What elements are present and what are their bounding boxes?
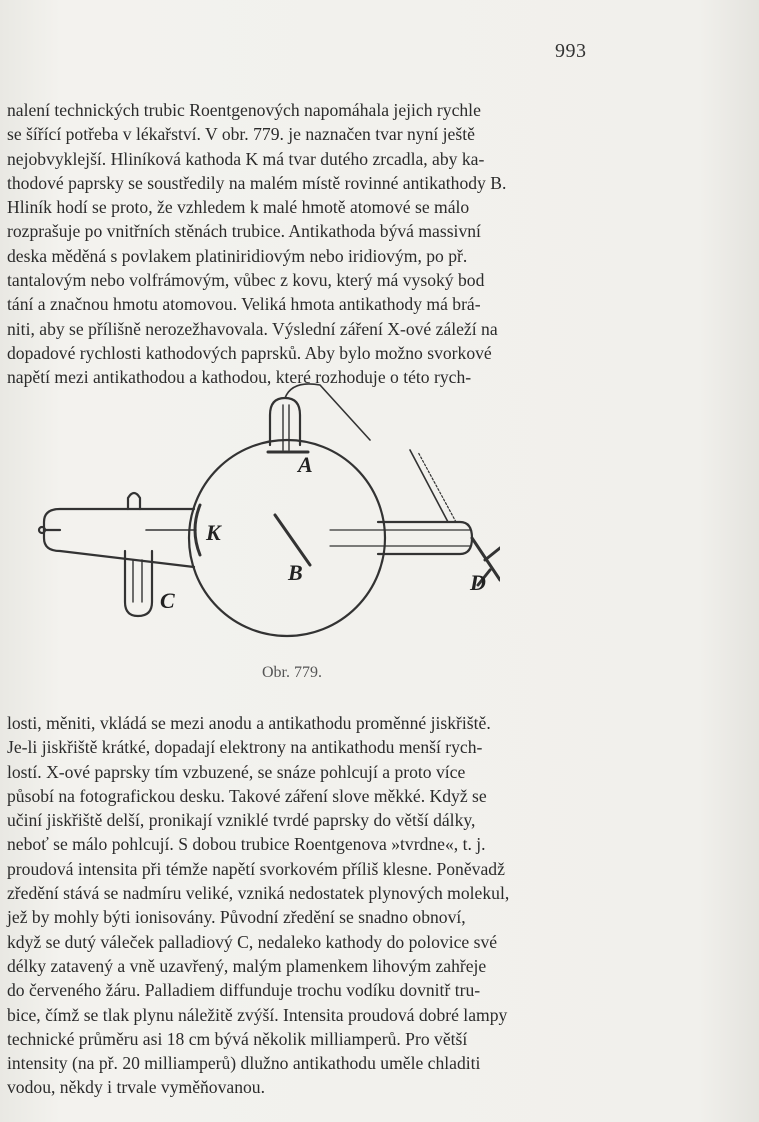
page-number: 993 bbox=[555, 40, 587, 62]
anticathode-plate bbox=[275, 515, 310, 565]
text-line: lostí. X-ové paprsky tím vzbuzené, se snáze pohlcují a proto více bbox=[7, 761, 466, 782]
text-line: působí na fotografickou desku. Takové záření slove měkké. Když se bbox=[7, 785, 487, 806]
roentgen-tube-figure bbox=[30, 370, 500, 650]
text-line: tantalovým nebo volfrámovým, vůbec z kovu, který má vysoký bod bbox=[7, 270, 485, 291]
text-line: zředění stává se nadmíru veliké, vzniká nedostatek plynových molekul, bbox=[7, 883, 510, 904]
label-d: D bbox=[470, 570, 486, 595]
text-line: intensity (na př. 20 milliamperů) dlužno antikathodu uměle chladiti bbox=[7, 1053, 481, 1074]
text-line: jež by mohly býti ionisovány. Původní zředění se snadno obnoví, bbox=[7, 907, 466, 928]
roentgen-tube-diagram bbox=[30, 370, 500, 650]
text-line: bice, čímž se tlak plynu náležitě zvýší. Intensita proudová dobré lampy bbox=[7, 1004, 508, 1025]
text-line: thodové paprsky se soustředily na malém místě rovinné antikathody B. bbox=[7, 172, 507, 193]
text-line: nejobvyklejší. Hliníková kathoda K má tvar dutého zrcadla, aby ka- bbox=[7, 148, 485, 169]
text-line: neboť se málo pohlcují. S dobou trubice Roentgenova »tvrdne«, t. j. bbox=[7, 834, 486, 855]
label-k: K bbox=[206, 520, 221, 545]
text-line: se šířící potřeba v lékařství. V obr. 779. je naznačen tvar nyní ještě bbox=[7, 124, 475, 145]
text-line: losti, měniti, vkládá se mezi anodu a antikathodu proměnné jiskřiště. bbox=[7, 713, 491, 733]
text-line: tání a značnou hmotu atomovou. Veliká hmota antikathody má brá- bbox=[7, 294, 481, 315]
text-line: napětí mezi antikathodou a kathodou, které rozhoduje o této rych- bbox=[7, 367, 472, 388]
label-c: C bbox=[160, 588, 175, 613]
text-line: když se dutý váleček palladiový C, nedaleko kathody do polovice své bbox=[7, 931, 498, 952]
text-line: rozprašuje po vnitřních stěnách trubice. Antikathoda bývá massivní bbox=[7, 221, 481, 242]
text-line: učiní jiskřiště delší, pronikají vzniklé tvrdé paprsky do větší dálky, bbox=[7, 810, 476, 831]
text-line: vodou, někdy i trvale vyměňovanou. bbox=[7, 1077, 265, 1098]
cathode-neck bbox=[44, 509, 194, 567]
paragraph-top bbox=[7, 98, 607, 390]
anticathode-neck bbox=[378, 522, 472, 554]
label-a: A bbox=[298, 452, 313, 477]
paragraph-bottom bbox=[7, 711, 607, 1100]
text-line: nalení technických trubic Roentgenových napomáhala jejich rychle bbox=[7, 100, 481, 120]
text-line: Je-li jiskřiště krátké, dopadají elektrony na antikathodu menší rych- bbox=[7, 737, 483, 758]
text-line: technické průměru asi 18 cm bývá několik milliamperů. Pro větší bbox=[7, 1028, 468, 1049]
text-line: proudová intensita při témže napětí svorkovém příliš klesne. Poněvadž bbox=[7, 858, 505, 879]
text-line: dopadové rychlosti kathodových paprsků. Aby bylo možno svorkové bbox=[7, 342, 492, 363]
text-line: Hliník hodí se proto, že vzhledem k malé hmotě atomové se málo bbox=[7, 197, 470, 218]
anode-arm bbox=[270, 398, 300, 445]
text-line: délky zatavený a vně uzavřený, malým plamenkem lihovým zahřeje bbox=[7, 955, 487, 976]
label-b: B bbox=[288, 560, 303, 585]
text-line: niti, aby se přílišně nerozežhavovala. Výslední záření X-ové záleží na bbox=[7, 318, 498, 339]
text-line: do červeného žáru. Palladiem diffunduje trochu vodíku dovnitř tru- bbox=[7, 980, 481, 1001]
figure-caption: Obr. 779. bbox=[262, 664, 322, 681]
text-line: deska měděná s povlakem platiniridiovým nebo iridiovým, po př. bbox=[7, 245, 468, 266]
